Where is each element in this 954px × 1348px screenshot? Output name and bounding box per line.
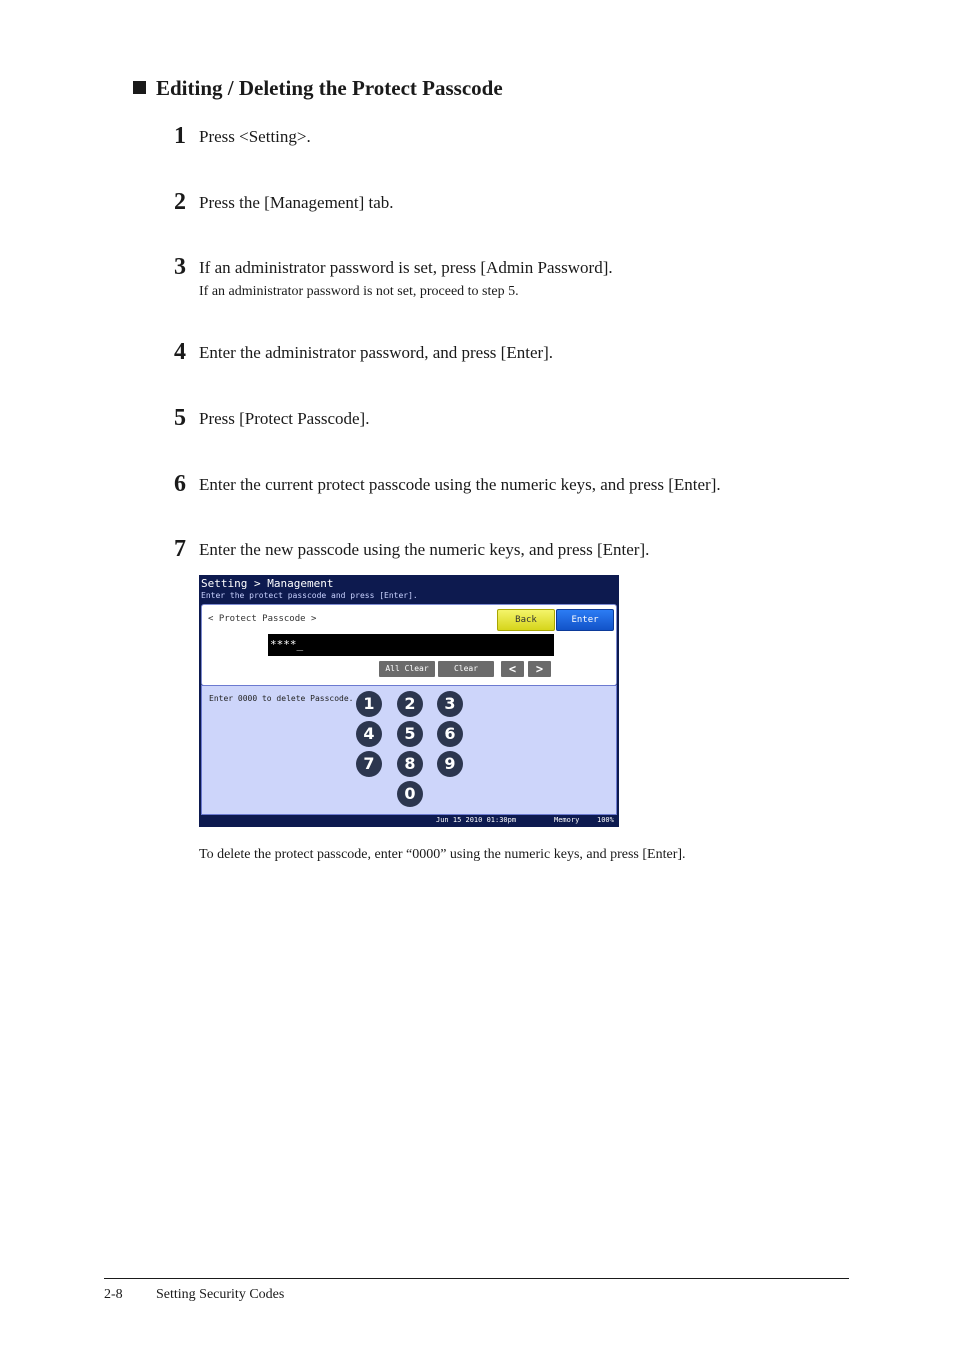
key-7[interactable]: 7 <box>356 751 382 777</box>
key-3[interactable]: 3 <box>437 691 463 717</box>
step-number: 1 <box>174 123 186 149</box>
step-text: Enter the current protect passcode using the numeric keys, and press [Enter]. <box>199 475 721 494</box>
breadcrumb: < Protect Passcode > <box>208 614 317 624</box>
key-1[interactable]: 1 <box>356 691 382 717</box>
footer-title: Setting Security Codes <box>156 1287 285 1302</box>
section-heading <box>133 76 503 101</box>
key-5[interactable]: 5 <box>397 721 423 747</box>
step-number: 7 <box>174 536 186 562</box>
footer-page-number: 2-8 <box>104 1287 123 1302</box>
step-subtext: If an administrator password is not set, proceed to step 5. <box>199 284 519 299</box>
back-button[interactable]: Back <box>497 609 555 631</box>
step-number: 2 <box>174 189 186 215</box>
enter-button[interactable]: Enter <box>556 609 614 631</box>
memory-label: Memory <box>554 816 580 824</box>
screen-title: Setting > Management <box>201 577 334 590</box>
step-number: 3 <box>174 254 186 280</box>
step-text: Press [Protect Passcode]. <box>199 409 370 428</box>
key-9[interactable]: 9 <box>437 751 463 777</box>
memory-value: 100% <box>597 816 614 824</box>
keypad-area <box>201 685 617 815</box>
passcode-input[interactable]: ****_ <box>268 634 554 656</box>
device-screen <box>199 575 619 827</box>
clear-button[interactable]: Clear <box>438 661 494 677</box>
screen-subtitle: Enter the protect passcode and press [Enter]. <box>201 591 418 600</box>
key-6[interactable]: 6 <box>437 721 463 747</box>
step-text: Press the [Management] tab. <box>199 193 394 212</box>
note-text: To delete the protect passcode, enter “0000” using the numeric keys, and press [Enter]. <box>199 847 686 862</box>
step-text: Enter the administrator password, and press [Enter]. <box>199 343 554 362</box>
section-title: Editing / Deleting the Protect Passcode <box>156 76 503 100</box>
step-number: 4 <box>174 339 186 365</box>
cursor-left-button[interactable]: < <box>501 661 524 677</box>
status-datetime: Jun 15 2010 01:30pm <box>436 816 517 824</box>
key-0[interactable]: 0 <box>397 781 423 807</box>
step-text: If an administrator password is set, press [Admin Password]. <box>199 258 613 277</box>
key-4[interactable]: 4 <box>356 721 382 747</box>
key-8[interactable]: 8 <box>397 751 423 777</box>
passcode-panel <box>201 604 617 686</box>
step-number: 5 <box>174 405 186 431</box>
all-clear-button[interactable]: All Clear <box>379 661 435 677</box>
footer-divider <box>104 1278 849 1279</box>
cursor-right-button[interactable]: > <box>528 661 551 677</box>
step-text: Enter the new passcode using the numeric keys, and press [Enter]. <box>199 540 650 559</box>
square-bullet-icon <box>133 81 146 94</box>
step-number: 6 <box>174 471 186 497</box>
keypad-hint: Enter 0000 to delete Passcode. <box>209 694 354 703</box>
step-text: Press <Setting>. <box>199 127 311 146</box>
key-2[interactable]: 2 <box>397 691 423 717</box>
